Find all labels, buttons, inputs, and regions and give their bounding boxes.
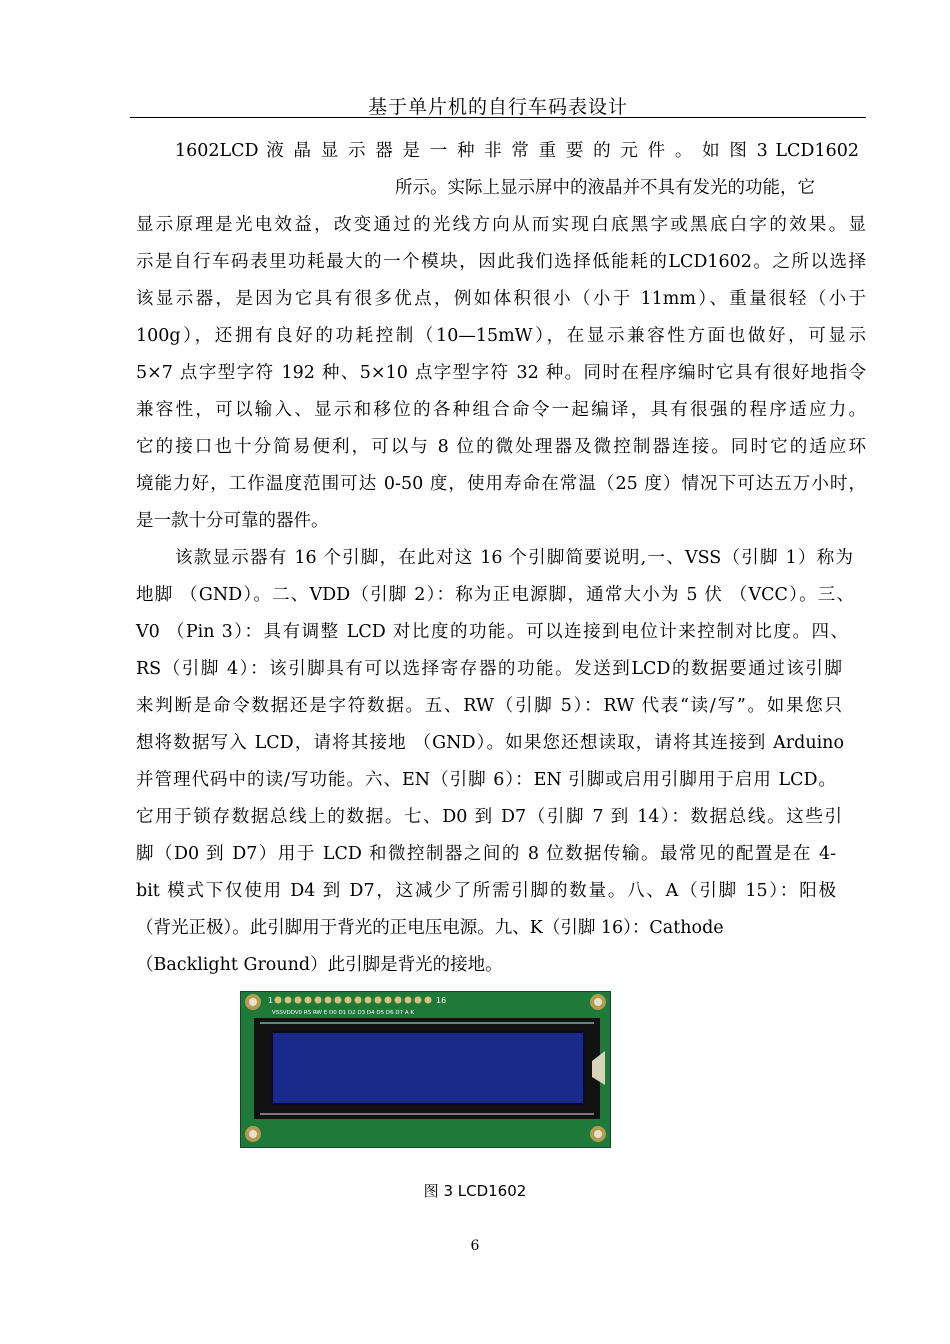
paragraph-1-line: 5×7 点字型字符 192 种、5×10 点字型字符 32 种。同时在程序编时它具有很好地指令 [136, 363, 866, 383]
lcd1602-photo [240, 991, 611, 1148]
paragraph-1-line: 100g），还拥有良好的功耗控制（10—15mW），在显示兼容性方面也做好，可显示 [136, 326, 866, 346]
pin-16-label: 16 [436, 996, 447, 1005]
paragraph-1-line: 是一款十分可靠的器件。 [136, 511, 329, 531]
paragraph-2-line: （背光正极）。此引脚用于背光的正电压电源。九、K（引脚 16）：Cathode [136, 918, 724, 938]
paragraph-2-line: （Backlight Ground）此引脚是背光的接地。 [136, 955, 503, 975]
paragraph-2-line: 它用于锁存数据总线上的数据。七、D0 到 D7（引脚 7 到 14）：数据总线。这些引 [136, 807, 842, 827]
paragraph-2-line: 脚（D0 到 D7）用于 LCD 和微控制器之间的 8 位数据传输。最常见的配置是在 4- [136, 844, 836, 864]
paragraph-2-line: 地脚 （GND）。二、VDD（引脚 2）：称为正电源脚，通常大小为 5 伏 （VCC）。三、 [136, 585, 854, 605]
paragraph-2-line: 来判断是命令数据还是字符数据。五、RW（引脚 5）：RW 代表“读/写”。如果您只 [136, 696, 842, 716]
header-rule [130, 117, 866, 118]
paragraph-1-line: 示是自行车码表里功耗最大的一个模块，因此我们选择低能耗的LCD1602。之所以选择 [136, 252, 866, 272]
paragraph-2-line: RS（引脚 4）：该引脚具有可以选择寄存器的功能。发送到LCD的数据要通过该引脚 [136, 659, 842, 679]
paragraph-1-line: 所示。实际上显示屏中的液晶并不具有发光的功能，它 [395, 178, 815, 198]
pin-1-label: 1 [268, 996, 274, 1005]
paragraph-2-line: 该款显示器有 16 个引脚，在此对这 16 个引脚简要说明,一、VSS（引脚 1）称为 [175, 548, 853, 568]
running-header: 基于单片机的自行车码表设计 [367, 96, 628, 118]
paragraph-2-line: bit 模式下仅使用 D4 到 D7，这减少了所需引脚的数量。八、A（引脚 15）：阳极 [136, 881, 836, 901]
paragraph-1-line: 它的接口也十分简易便利，可以与 8 位的微处理器及微控制器连接。同时它的适应环 [136, 437, 866, 457]
paragraph-2-line: V0 （Pin 3）：具有调整 LCD 对比度的功能。可以连接到电位计来控制对比度。四、 [136, 622, 848, 642]
paragraph-1-line: 显示原理是光电效益，改变通过的光线方向从而实现白底黑字或黑底白字的效果。显 [136, 215, 866, 235]
paragraph-1-line: 兼容性，可以输入、显示和移位的各种组合命令一起编译，具有很强的程序适应力。 [136, 400, 866, 420]
pin-names-label: VSSVDDV0 RS RW E D0 D1 D2 D3 D4 D5 D6 D7 A K [272, 1010, 414, 1016]
page-number: 6 [470, 1238, 480, 1254]
paragraph-1-line: 该显示器，是因为它具有很多优点，例如体积很小（小于 11mm）、重量很轻（小于 [136, 289, 866, 309]
figure-caption: 图 3 LCD1602 [423, 1182, 527, 1200]
paragraph-2-line: 想将数据写入 LCD，请将其接地 （GND）。如果您还想读取，请将其连接到 Arduino [136, 733, 844, 753]
lcd-screen [272, 1032, 584, 1104]
paragraph-1-line: 境能力好，工作温度范围可达 0-50 度，使用寿命在常温（25 度）情况下可达五万小时， [136, 474, 866, 494]
paragraph-2-line: 并管理代码中的读/写功能。六、EN（引脚 6）：EN 引脚或启用引脚用于启用 LCD。 [136, 770, 836, 790]
paragraph-1-line: 1602LCD 液 晶 显 示 器 是 一 种 非 常 重 要 的 元 件 。 如 图 3 LCD1602 [175, 141, 859, 161]
